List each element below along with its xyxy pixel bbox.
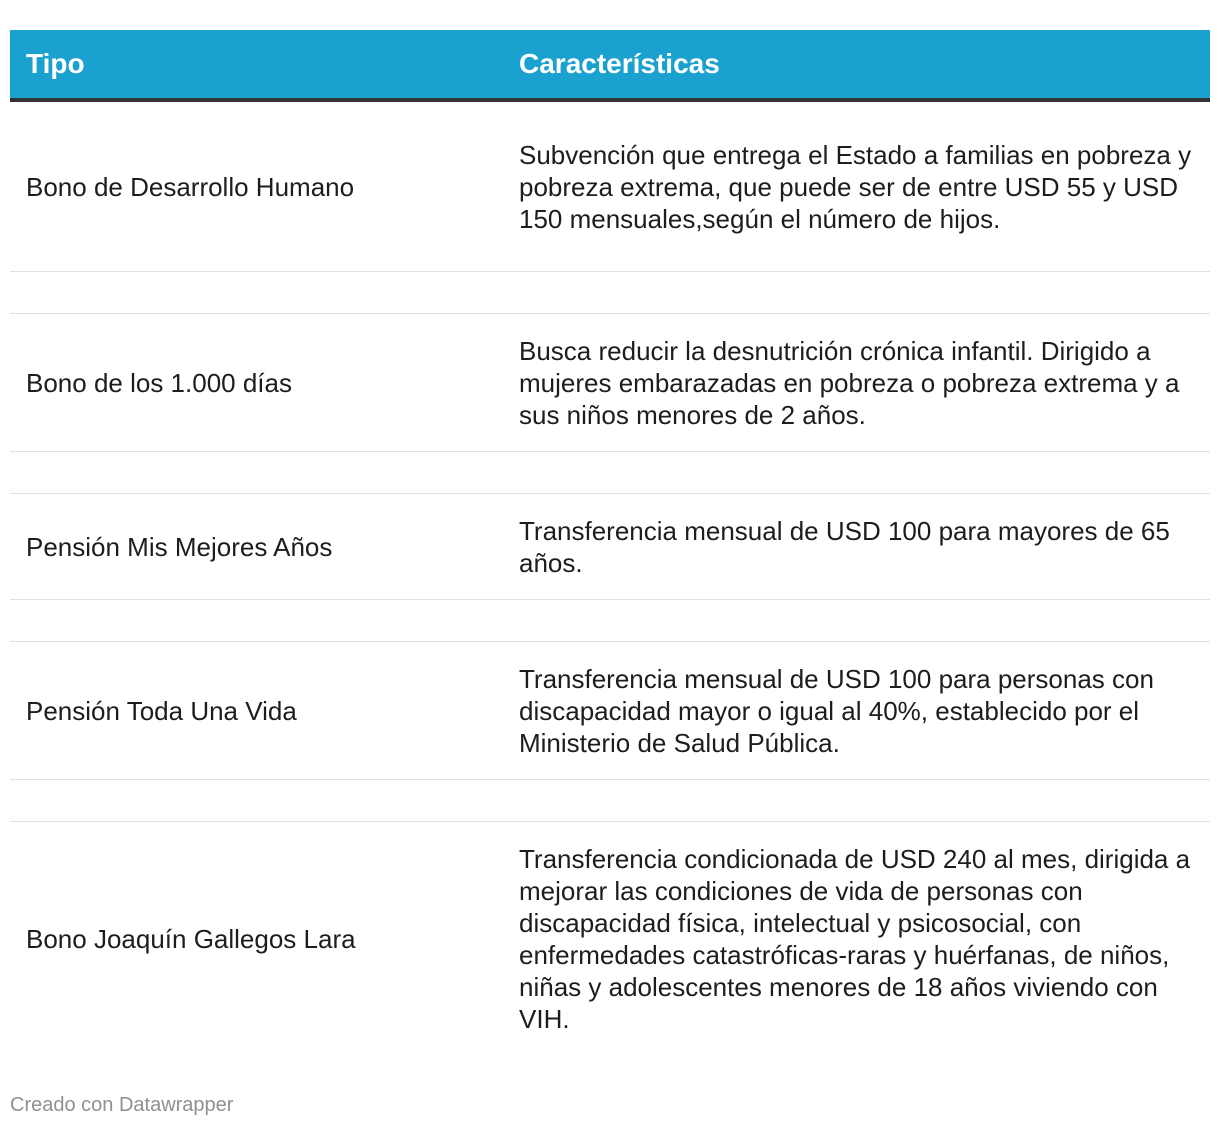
row-description: Busca reducir la desnutrición crónica infantil. Dirigido a mujeres embarazadas en pobreza o pobreza extrema y a sus niños menores de 2 años. — [519, 335, 1180, 430]
row-description: Subvención que entrega el Estado a familias en pobreza y pobreza extrema, que puede ser de entre USD 55 y USD 150 mensuales,según el número de hijos. — [519, 139, 1192, 234]
header-characteristics[interactable]: Características — [519, 48, 720, 79]
row-type: Bono de los 1.000 días — [26, 367, 292, 398]
row-type: Bono de Desarrollo Humano — [26, 171, 355, 202]
table-header — [10, 30, 1210, 102]
row-spacer — [10, 600, 1210, 642]
header-type[interactable]: Tipo — [26, 48, 85, 79]
row-type: Bono Joaquín Gallegos Lara — [26, 923, 356, 954]
row-type: Pensión Toda Una Vida — [26, 695, 297, 726]
data-table — [10, 30, 1210, 1055]
table-row — [10, 494, 1210, 600]
row-type: Pensión Mis Mejores Años — [26, 531, 333, 562]
footer-credit[interactable]: Creado con Datawrapper — [10, 1094, 234, 1116]
table-row — [10, 642, 1210, 780]
row-spacer — [10, 272, 1210, 314]
row-spacer — [10, 780, 1210, 822]
row-description: Transferencia condicionada de USD 240 al mes, dirigida a mejorar las condiciones de vida de personas con discapacidad física, intelectual y psicosocial, con enfermedades catastróficas-raras y huérfanas, de niños, niñas y adolescentes menores de 18 años viviendo con VIH. — [519, 843, 1191, 1034]
table-row — [10, 822, 1210, 1055]
table-row — [10, 102, 1210, 272]
row-description: Transferencia mensual de USD 100 para personas con discapacidad mayor o igual al 40%, establecido por el Ministerio de Salud Pública. — [519, 663, 1154, 758]
row-description: Transferencia mensual de USD 100 para mayores de 65 años. — [519, 515, 1170, 578]
row-spacer — [10, 452, 1210, 494]
table-row — [10, 314, 1210, 452]
